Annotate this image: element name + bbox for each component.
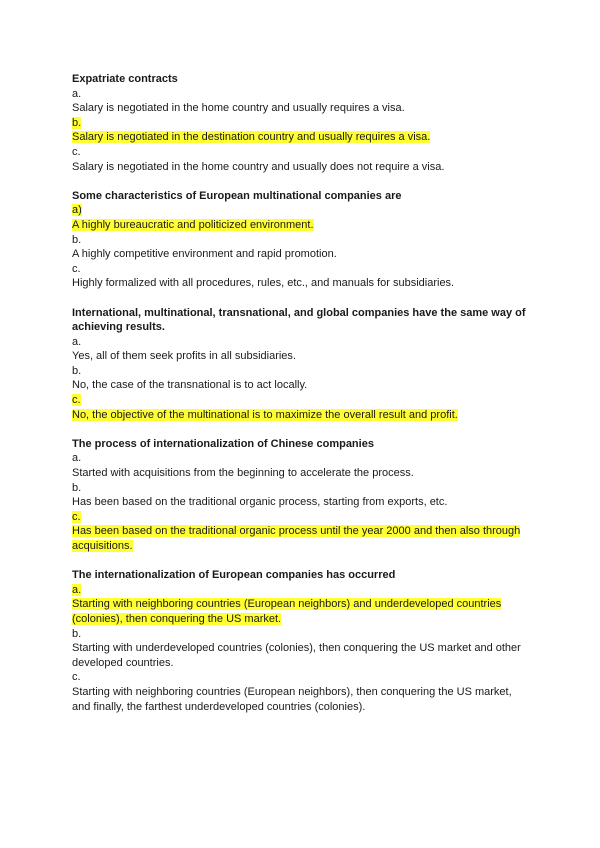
question-5 [72, 568, 532, 714]
question-text: International, multinational, transnational, and global companies have the same way of achieving results. [72, 306, 526, 334]
question-text: Expatriate contracts [72, 73, 178, 85]
option-a-letter: a. [72, 583, 82, 596]
question-text: Some characteristics of European multinational companies are [72, 189, 402, 202]
option-b-letter: b. [72, 627, 82, 640]
question-text: The process of internationalization of Chinese companies [72, 437, 374, 450]
option-a-text: A highly bureaucratic and politicized environment. [72, 218, 314, 231]
option-b-text: Starting with underdeveloped countries (colonies), then conquering the US market and other developed countries. [72, 642, 521, 669]
option-c-letter: c. [72, 671, 81, 684]
option-c-text: Has been based on the traditional organic process until the year 2000 and then also through acquisitions. [72, 525, 521, 552]
option-a-letter: a. [72, 335, 82, 348]
option-b-text: No, the case of the transnational is to act locally. [72, 379, 308, 392]
option-a-letter: a) [72, 204, 82, 217]
question-2 [72, 189, 532, 291]
option-a-letter: a. [72, 87, 82, 100]
option-c-letter: c. [72, 145, 81, 158]
question-text: The internationalization of European companies has occurred [72, 569, 396, 582]
option-b-text: A highly competitive environment and rapid promotion. [72, 248, 337, 261]
option-b-letter: b. [72, 364, 82, 377]
option-c-letter: c. [72, 510, 81, 523]
document-page [72, 72, 532, 729]
option-a-text: Salary is negotiated in the home country and usually requires a visa. [72, 102, 405, 115]
option-c-text: No, the objective of the multinational is to maximize the overall result and profit. [72, 408, 458, 421]
option-c-letter: c. [72, 262, 81, 275]
question-3 [72, 306, 532, 423]
question-4 [72, 437, 532, 554]
option-b-letter: b. [72, 233, 82, 246]
option-a-letter: a. [72, 452, 82, 465]
option-a-text: Yes, all of them seek profits in all subsidiaries. [72, 350, 296, 363]
option-b-letter: b. [72, 116, 82, 129]
option-a-text: Started with acquisitions from the beginning to accelerate the process. [72, 467, 414, 480]
question-1 [72, 72, 532, 174]
option-c-letter: c. [72, 394, 81, 407]
option-c-text: Starting with neighboring countries (European neighbors), then conquering the US market, and finally, the farthest underdeveloped countries (colonies). [72, 685, 512, 713]
option-b-text: Salary is negotiated in the destination country and usually requires a visa. [72, 131, 431, 144]
option-a-text: Starting with neighboring countries (European neighbors) and underdeveloped countries (colonies), then conquering the US market. [72, 598, 502, 625]
option-b-text: Has been based on the traditional organic process, starting from exports, etc. [72, 496, 448, 509]
option-b-letter: b. [72, 481, 82, 494]
option-c-text: Salary is negotiated in the home country and usually does not require a visa. [72, 160, 445, 173]
option-c-text: Highly formalized with all procedures, rules, etc., and manuals for subsidiaries. [72, 277, 455, 290]
